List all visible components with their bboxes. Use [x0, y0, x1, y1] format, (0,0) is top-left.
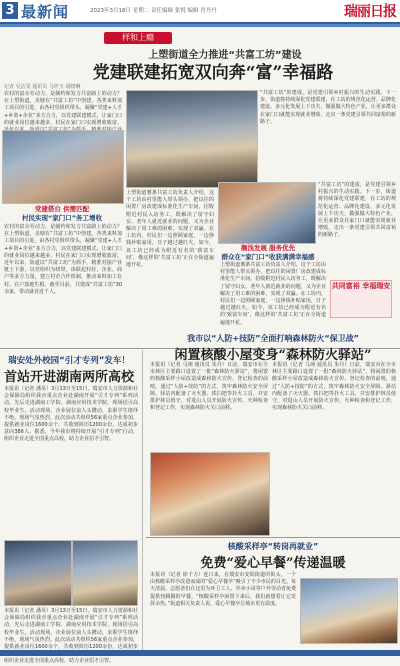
header-strip [0, 24, 400, 27]
story2-headline: 首站开进湖南两所高校 [4, 370, 135, 385]
story2-photo-1 [4, 540, 72, 606]
newspaper-logo: 瑞丽日报 [344, 4, 396, 20]
caption-right-sub: 群众在“家门口”收获满满幸福感 [221, 252, 315, 261]
caption-left-title: 党建搭台 供需匹配 [34, 205, 90, 213]
issue-meta: 2023年3月18日 星期二 责任编辑 张悦 编辑 肖丹丹 [90, 8, 217, 14]
lead-caption-left [10, 205, 114, 222]
story2-body-bottom: 本报讯（记者 潘昊）3月13日至15日，瑞安市人力资源和社会保障局组织我市重点企业赴湖南开展“引才专列”系列活动，先后走进湖南工学院、湖南应用技术学院，现场招引高校毕业生。活动现场，企业展位前人头攒动，求职学生络绎不绝，现场气氛热烈。此次活动共组织56家重点企业参加，提供就业岗位1600余个，共收到简历1200余份，达成初步 组织企业走进全国重点高校，助力企业招才引智。 [4, 608, 138, 665]
lead-body-right-top: “共富工坊”的建成，是党建引领乡村振兴的生动实践。下一步，街道将持续深化党建联建，在工坊的规范化运营、品牌化建设、多元化发展上下功夫，做强做大特色产业，让更多群众在家门口就能实现就业增收，走出一条党建引领共同富裕的新路子。 [260, 90, 396, 125]
story3-body-right: 本报讯（记者 马翊 通讯员 朱丹）日前，瑞安市在全市林区主要路口设置了一批“森林防火驿站”，将闲置的核酸采样小屋改造成森林防火宣传、登记检查的前哨，通过“人防+技防”的方式，筑牢森林防火安全屏障。驿站内配备了灭火器、铁扫把等扑火工具，并安排护林员值守，对进山人员开展防火宣传、火种检查和登记工作，实现森林防火关口前移。 [272, 362, 396, 412]
story-divider [146, 537, 400, 538]
story4-body: 本报讯（记者 徐千力）连日来，在瑞安市安阳街道的街头，一个由核酸采样亭改造而成的“爱心早餐亭”吸引了不少市民的目光。每天清晨，志愿者们在这里为环卫工人、外卖小哥等户外劳动者免费提供热腾腾的早餐。“核酸采样亭闲置下来后，我们就想着让它发挥余热。”街道相关负责人说，爱心早餐亭让城市更有温度。 [150, 572, 296, 607]
lead-body-center: 上塑街道薯条共富工坊负责人介绍，这个工坊由村里能人带头领办，把以往的闲置厂房改建成标准化生产车间，招收附近村民入坊务工，既解决了留守妇女、老年人就近就业的问题，又为企业解决了用工难的困难，实现了双赢。在工坊内，村民们一边照顾家庭，一边挣钱补贴家用，日子越过越红火。如今，该工坊已经成为附近有名的‘致富车间’，像这样的‘共富工坊’正在全街道遍地开花。 [126, 190, 214, 269]
lead-tag: 样和上瘾 [104, 32, 172, 44]
caption-left-sub: 村民实现“家门口”务工增收 [21, 213, 103, 222]
lead-body-left: 农村的富余劳动力，是制约和发力共富路上的动力？在上塑街道，美塘在“共富工坊”中创建，各类来料加工项目的引进，由各村党组织带头，凝聚“党建+人才+乡贤+企业”多方合力，以党建联建模式，让家门口的就业岗位越来越多，村民在家门口实现增收致富。近年以来，街道以“共富工坊”为抓手，精准对接产业链上下游，以党组织为纽带，串联起村社、企业、商户等多方力量，建立村企合作机制，推动来料加工在村、在户落地生根，截至目前，共建成“共富工坊”30余家，带动就业近千人。 [4, 224, 122, 295]
lead-headline: 党建联建拓宽双向奔“富”幸福路 [92, 63, 334, 83]
lead-byline: 记者 吴洁雯 通讯员 马祥玉 胡晓琳 [4, 84, 81, 90]
story4-photo [300, 578, 398, 644]
page-number: 3 [2, 2, 18, 19]
story2-body: 本报讯（记者 潘昊）3月13日至15日，瑞安市人力资源和社会保障局组织我市重点企业赴湖南开展“引才专列”系列活动，先后走进湖南工学院、湖南应用技术学院，现场招引高校毕业生。活动现场，企业展位前人头攒动，求职学生络绎不绝，现场气氛热烈。此次活动共组织56家重点企业参加，提供就业岗位1600余个，共收到简历1200余份，达成初步意向386人。据悉，今年我市将持续开展“引才专列”行动，组织企业走进全国重点高校，助力企业招才引智。 [4, 386, 138, 443]
lead-photo-right [218, 182, 316, 244]
masthead [0, 0, 400, 24]
lead-caption-right [220, 244, 316, 261]
story3-body-left: 本报讯（记者 马翊 通讯员 朱丹）日前，瑞安市在全市林区主要路口设置了一批“森林防火驿站”，将闲置的核酸采样小屋改造成森林防火宣传、登记检查的前哨，通过“人防+技防”的方式，筑牢森林防火安全屏障。驿站内配备了灭火器、铁扫把等扑火工具，并安排护林员值守，对进山人员开展防火宣传、火种检查和登记工作，实现森林防火关口前移。 [150, 362, 268, 412]
lead-body-left-top: 农村的富余劳动力，是制约和发力共富路上的动力？在上塑街道，美塘在“共富工坊”中创建，各类来料加工项目的引进，由各村党组织带头，凝聚“党建+人才+乡贤+企业”多方合力，以党建联建模式，让家门口的就业岗位越来越多，村民在家门口实现增收致富。 [4, 91, 122, 126]
lead-subtitle: 上塑街道全力推进“共富工坊”建设 [148, 50, 302, 61]
story3-photo [150, 452, 270, 536]
column-divider [142, 350, 143, 650]
section-title: 最新闻 [21, 3, 70, 21]
lead-photo-center [126, 90, 258, 188]
lead-body-right: “共富工坊”的建成，是党建引领乡村振兴的生动实践。下一步，街道将持续深化党建联建，在工坊的规范化运营、品牌化建设、多元化发展上下功夫，做强做大特色产业，让更多群众在家门口就能实现就业增收，走出一条党建引领共同富裕的新路子。 [318, 182, 396, 239]
caption-right-title: 搁浅发展 服务优先 [240, 244, 296, 252]
story2-photo-2 [72, 540, 138, 606]
lead-body-right-bottom: 上塑街道薯条共富工坊负责人介绍，这个工坊由村里能人带头领办，把以往的闲置厂房改建成标准化生产车间，招收附近村民入坊务工，既解决了留守妇女、老年人就近就业的问题，又为企业解决了用工难的困难，实现了双赢。在工坊内，村民们一边照顾家庭，一边挣钱补贴家用，日子越过越红火。如今，该工坊已经成为附近有名的‘致富车间’，像这样的‘共富工坊’正在全街道遍地开花。 [220, 262, 326, 326]
footer-strip [0, 650, 400, 656]
story3-subtitle: 我市以“人防+技防”全面打响森林防火“保卫战” [187, 334, 359, 343]
story4-subtitle: 核酸采样亭“转岗再就业” [227, 542, 319, 551]
story2-subtitle: 瑞安处外校园“引才专列”发车！ [8, 356, 130, 366]
lead-photo-left [2, 130, 124, 204]
story3-headline: 闲置核酸小屋变身“森林防火驿站” [174, 348, 372, 363]
story4-headline: 免费“爱心早餐”传递温暖 [200, 556, 346, 571]
common-prosperity-stamp: 共同富裕 幸福瑞安 [330, 280, 392, 318]
